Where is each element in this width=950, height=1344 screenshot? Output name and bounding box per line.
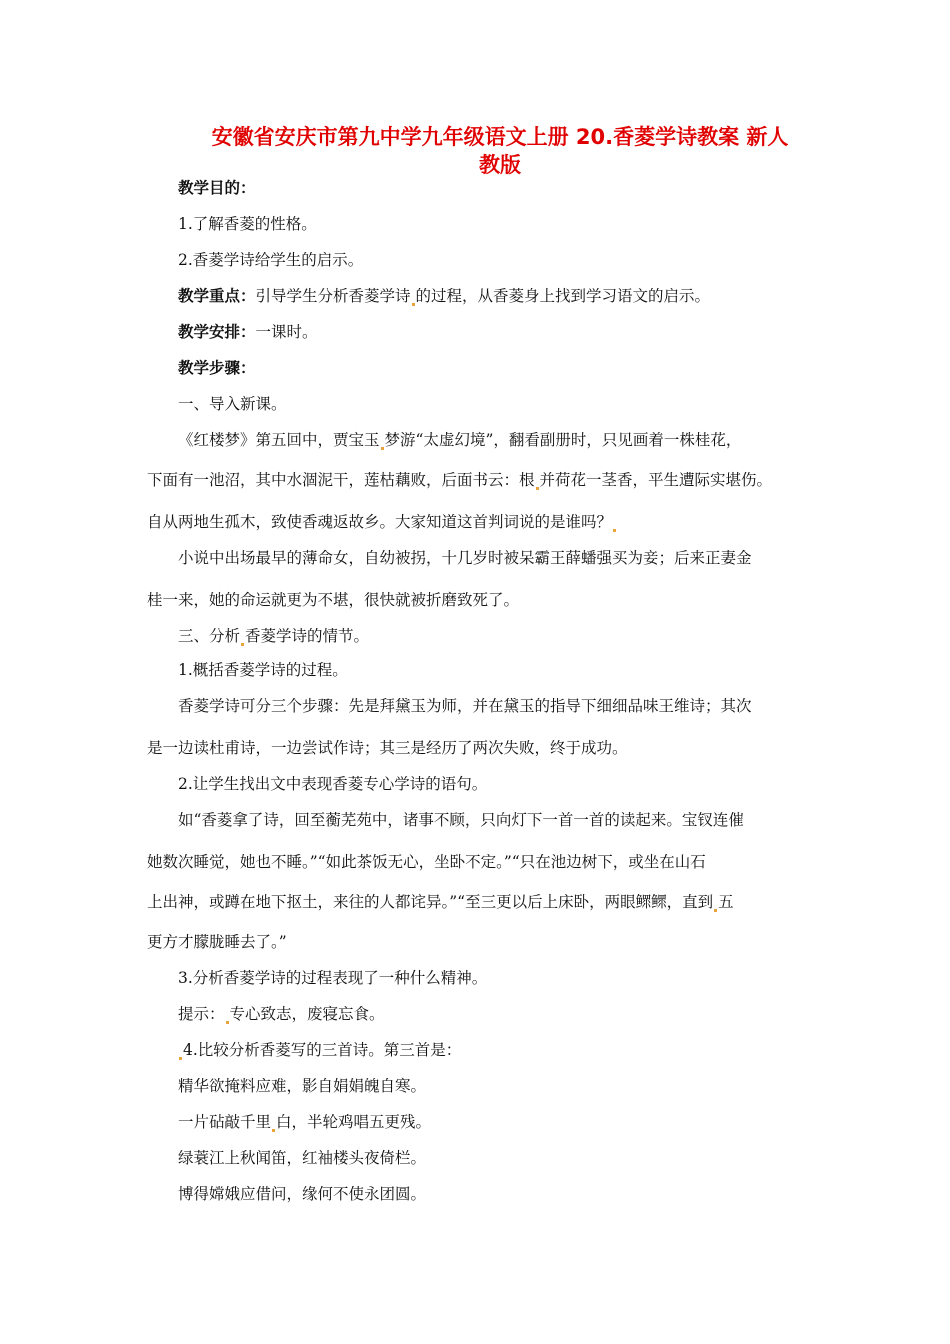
paragraph-1-line-1-a: 《红楼梦》第五回中，贾宝玉 xyxy=(178,431,380,449)
section-1-heading: 一、导入新课。 xyxy=(178,395,287,413)
highlight-mark xyxy=(536,487,539,490)
paragraph-2-line-1: 小说中出场最早的薄命女，自幼被拐，十几岁时被呆霸王薛蟠强买为妾；后来正妻金 xyxy=(178,549,752,567)
answer-1-line-2: 是一边读杜甫诗，一边尝试作诗；其三是经历了两次失败，终于成功。 xyxy=(147,739,628,757)
poem-line-2-a: 一片砧敲千里 xyxy=(178,1113,272,1131)
document-title-line-2: 教版 xyxy=(479,153,521,177)
question-4-line xyxy=(178,1040,461,1060)
section-3-heading xyxy=(178,626,369,646)
answer-2-line-4: 更方才朦胧睡去了。” xyxy=(147,933,287,951)
highlight-mark xyxy=(226,1021,229,1024)
answer-2-line-3 xyxy=(147,892,734,912)
answer-3-text: 专心致志，废寝忘食。 xyxy=(229,1005,385,1023)
section-3-heading-a: 三、分析 xyxy=(178,627,241,645)
highlight-mark xyxy=(179,1057,182,1060)
answer-2-line-1: 如“香菱拿了诗，回至蘅芜苑中，诸事不顾，只向灯下一首一首的读起来。宝钗连催 xyxy=(178,811,744,829)
steps-heading: 教学步骤： xyxy=(178,358,256,377)
goal-item-2: 2.香菱学诗给学生的启示。 xyxy=(178,251,364,269)
poem-line-2 xyxy=(178,1112,431,1132)
answer-1-line-1: 香菱学诗可分三个步骤：先是拜黛玉为师，并在黛玉的指导下细细品味王维诗；其次 xyxy=(178,697,752,715)
paragraph-1-line-2-b: 并荷花一茎香，平生遭际实堪伤。 xyxy=(539,471,773,489)
document-title-line-1: 安徽省安庆市第九中学九年级语文上册 20.香菱学诗教案 新人 xyxy=(211,125,789,149)
highlight-mark xyxy=(272,1129,275,1132)
highlight-mark xyxy=(714,909,717,912)
question-2: 2.让学生找出文中表现香菱专心学诗的语句。 xyxy=(178,775,488,793)
arrangement-line xyxy=(178,322,318,342)
goal-item-1: 1.了解香菱的性格。 xyxy=(178,215,317,233)
question-3: 3.分析香菱学诗的过程表现了一种什么精神。 xyxy=(178,969,488,987)
paragraph-1-line-1-b: 梦游“太虚幻境”，翻看副册时，只见画着一株桂花， xyxy=(384,431,742,449)
arrangement-label: 教学安排： xyxy=(178,322,256,341)
highlight-mark xyxy=(381,447,384,450)
highlight-mark xyxy=(613,529,616,532)
answer-2-line-2: 她数次睡觉，她也不睡。”“如此茶饭无心，坐卧不定。”“只在池边树下，或坐在山石 xyxy=(147,853,706,871)
poem-line-1: 精华欲掩料应难，影自娟娟魄自寒。 xyxy=(178,1077,427,1095)
highlight-mark xyxy=(241,643,244,646)
paragraph-1-line-2 xyxy=(147,470,772,490)
highlight-mark xyxy=(412,303,415,306)
question-4: 4.比较分析香菱写的三首诗。第三首是： xyxy=(183,1041,462,1059)
poem-line-2-b: 白，半轮鸡唱五更残。 xyxy=(276,1113,432,1131)
paragraph-1-line-3-text: 自从两地生孤木，致使香魂返故乡。大家知道这首判词说的是谁吗？ xyxy=(147,513,613,531)
answer-2-line-3-b: 五 xyxy=(718,893,734,911)
key-point-label: 教学重点： xyxy=(178,286,256,305)
answer-3-line xyxy=(178,1004,385,1024)
answer-3-label: 提示： xyxy=(178,1005,225,1023)
question-1: 1.概括香菱学诗的过程。 xyxy=(178,661,348,679)
paragraph-1-line-1 xyxy=(178,430,741,450)
key-point-text-a: 引导学生分析香菱学诗 xyxy=(255,287,411,305)
key-point-text-b: 的过程，从香菱身上找到学习语文的启示。 xyxy=(415,287,711,305)
answer-2-line-3-a: 上出神，或蹲在地下抠土，来往的人都诧异。”“至三更以后上床卧，两眼鳏鳏，直到 xyxy=(147,893,714,911)
goal-heading: 教学目的： xyxy=(178,178,256,197)
key-point-line xyxy=(178,286,710,306)
poem-line-3: 绿蓑江上秋闻笛，红袖楼头夜倚栏。 xyxy=(178,1149,427,1167)
paragraph-1-line-2-a: 下面有一池沼，其中水涸泥干，莲枯藕败，后面书云：根 xyxy=(147,471,535,489)
section-3-heading-b: 香菱学诗的情节。 xyxy=(245,627,370,645)
paragraph-2-line-2: 桂一来，她的命运就更为不堪，很快就被折磨致死了。 xyxy=(147,591,520,609)
arrangement-text: 一课时。 xyxy=(255,323,318,341)
poem-line-4: 博得嫦娥应借问，缘何不使永团圆。 xyxy=(178,1185,427,1203)
paragraph-1-line-3 xyxy=(147,512,617,532)
